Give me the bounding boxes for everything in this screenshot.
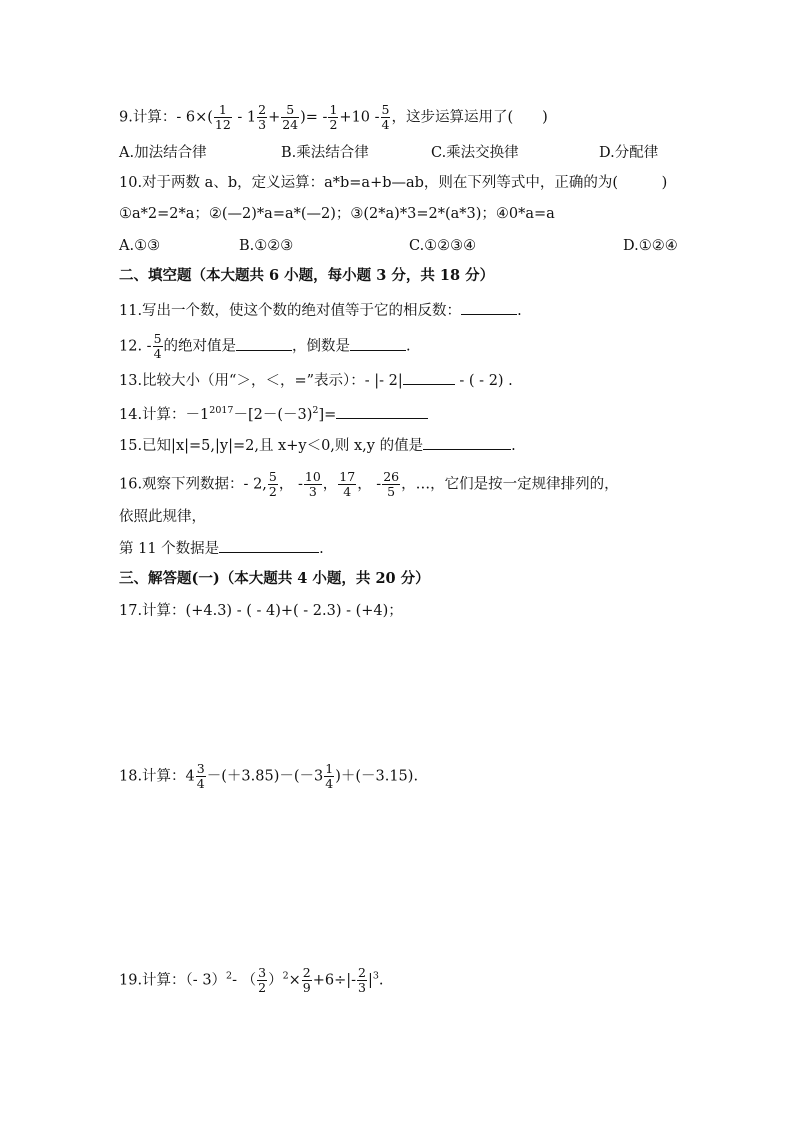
option-d[interactable]: D.①②④ (623, 238, 678, 254)
question-10: 10.对于两数 a、b，定义运算：a*b=a+b—ab，则在下列等式中，正确的为( ) (119, 175, 668, 191)
fraction: $\frac{1}{2}$ (329, 102, 338, 132)
fraction: $\frac{5}{2}$ (268, 469, 277, 499)
answer-blank[interactable] (350, 336, 406, 351)
question-12: 12. - $\frac{5}{4}$ 的绝对值是 ，倒数是 . (119, 331, 411, 361)
option-b[interactable]: B.乘法结合律 (281, 145, 369, 161)
question-15: 15.已知|x|=5,|y|=2,且 x+y＜0,则 x,y 的值是 . (119, 435, 734, 456)
answer-blank[interactable] (403, 370, 455, 385)
answer-blank[interactable] (336, 404, 428, 419)
fraction: $\frac{2}{3}$ (358, 965, 366, 995)
question-16-line-3: 第 11 个数据是 . (119, 538, 734, 559)
fraction: $\frac{17}{4}$ (339, 469, 356, 499)
fraction: $\frac{3}{2}$ (258, 965, 267, 995)
fraction: $\frac{1}{4}$ (325, 761, 334, 791)
fraction: $\frac{5}{24}$ (282, 102, 299, 132)
section-2-heading: 二、填空题（本大题共 6 小题，每小题 3 分，共 18 分） (119, 267, 495, 284)
question-18: 18.计算：4 $\frac{3}{4}$ －(＋3.85)－(－3 $\frac{1}{4}$ )＋(－3.15). (119, 761, 419, 791)
fraction: $\frac{2}{9}$ (302, 965, 311, 995)
section-3-heading: 三、解答题(一)（本大题共 4 小题，共 20 分） (119, 570, 430, 587)
question-17: 17.计算：(+4.3) - ( - 4)+( - 2.3) - (+4)； (119, 603, 403, 619)
question-16: 16.观察下列数据：- 2, $\frac{5}{2}$ ， - $\frac{10}{3}$ ， $\frac{17}{4}$ ， - $\frac{26}{5}$ ，…，它们是按一定规律排列的， (119, 469, 619, 499)
question-19: 19.计算：（- 3）$^2$- （ $\frac{3}{2}$ ）$^2$× $\frac{2}{9}$ +6÷|- $\frac{2}{3}$ $|^3$. (119, 965, 384, 995)
question-10-items: ①a*2=2*a；②(—2)*a=a*(—2)；③(2*a)*3=2*(a*3)；④0*a=a (119, 206, 555, 222)
fraction: $\frac{2}{3}$ (258, 102, 267, 132)
answer-blank[interactable] (423, 435, 511, 450)
fraction: $\frac{26}{5}$ (383, 469, 400, 499)
fraction: $\frac{3}{4}$ (196, 761, 205, 791)
answer-blank[interactable] (461, 300, 517, 315)
question-11: 11.写出一个数，使这个数的绝对值等于它的相反数： . (119, 300, 734, 321)
fraction: $\frac{5}{4}$ (153, 331, 162, 361)
option-a[interactable]: A.①③ (119, 238, 161, 254)
answer-blank[interactable] (236, 336, 292, 351)
option-a[interactable]: A.加法结合律 (119, 145, 207, 161)
option-c[interactable]: C.乘法交换律 (431, 145, 519, 161)
fraction: $\frac{10}{3}$ (304, 469, 321, 499)
option-b[interactable]: B.①②③ (239, 238, 294, 254)
answer-blank[interactable] (219, 538, 319, 553)
question-9: 9.计算：- 6×( $\frac{1}{12}$ - 1 $\frac{2}{3}$ + $\frac{5}{24}$ )= - $\frac{1}{2}$ +10 - $\frac{5}{4}$ ，这步运算运用了( ) (119, 102, 548, 132)
fraction: $\frac{5}{4}$ (381, 102, 390, 132)
option-d[interactable]: D.分配律 (599, 145, 659, 161)
question-13: 13.比较大小（用“＞，＜，=”表示）：- |- 2| - ( - 2) . (119, 370, 734, 391)
fraction: $\frac{1}{12}$ (214, 102, 231, 132)
option-c[interactable]: C.①②③④ (409, 238, 477, 254)
question-16-line-2: 依照此规律， (119, 509, 206, 525)
question-14: 14.计算：$-1^{2017}-[2-(-3)^2]=$ (119, 401, 734, 425)
